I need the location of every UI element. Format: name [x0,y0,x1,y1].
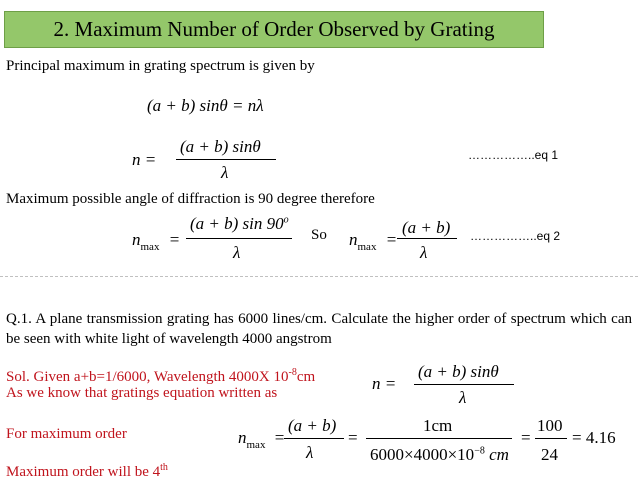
eq4-equals-1: = [274,428,285,447]
section-divider [0,276,638,277]
eqmax-num-sup: o [283,214,289,226]
eqmax-fraction-bar [186,238,292,239]
eq2-fraction-bar [397,238,457,239]
eq3-denominator: λ [459,388,467,407]
eq4-f3-bar [535,438,567,439]
eq4-f1-denominator: λ [306,443,314,462]
eqmax-subscript: max [140,241,160,253]
eq4-f3-numerator: 100 [537,416,563,435]
eq4-result: = 4.16 [572,428,616,447]
sol-line1-end: cm [296,369,316,385]
eq4-f3-denominator: 24 [541,445,558,464]
eq4-lhs [238,428,285,451]
eq2-equals: = [386,230,397,249]
sol-line1-sup: -8 [288,367,297,378]
eq1-lhs: n = [132,150,157,169]
eqmax-denominator: λ [233,243,241,262]
eq2-n: n [349,230,358,249]
eq3-lhs: n = [372,374,397,393]
eqmax-lhs [132,230,180,253]
eq2-tag: ……………..eq 2 [470,229,561,243]
eq3-numerator: (a + b) sinθ [418,362,499,381]
question-text: Q.1. A plane transmission grating has 6000 lines/cm. Calculate the higher order of spectrum which can be seen with white light of wavelength 4000 angstrom [6,311,632,347]
solution-line-3: For maximum order [6,426,127,442]
eqmax-num-text: (a + b) sin 90 [190,214,284,233]
sol-line4-sup: th [160,462,168,473]
eq1-fraction-bar [176,159,276,160]
eq2-denominator: λ [420,243,428,262]
eq4-f1-bar [284,438,344,439]
eq1-denominator: λ [221,163,229,182]
eq4-f1-numerator: (a + b) [288,416,337,435]
eq4-equals-2: = [348,428,358,447]
eq4-f2-bar [366,438,512,439]
eq4-f2-den-sup: −8 [474,445,485,457]
eqmax-n: n [132,230,141,249]
solution-line-4 [6,462,168,481]
eq4-f2-denominator [370,445,509,465]
grating-equation: (a + b) sinθ = nλ [147,96,264,115]
eq4-equals-3: = [521,428,531,447]
title-banner [4,11,544,48]
eq1-tag: ……………..eq 1 [468,148,559,162]
sol-line1-main: Sol. Given a+b=1/6000, Wavelength 4000X 10 [6,369,289,385]
sol-line4-main: Maximum order will be 4 [6,464,161,480]
so-label: So [311,227,327,243]
eq1-numerator: (a + b) sinθ [180,137,261,156]
eq4-f2-den-main: 6000×4000×10 [370,445,475,464]
eq2-numerator: (a + b) [402,218,451,237]
intro-text: Principal maximum in grating spectrum is given by [6,58,315,74]
eq2-subscript: max [357,241,377,253]
eq3-fraction-bar [414,384,514,385]
eq4-n: n [238,428,247,447]
page-title: 2. Maximum Number of Order Observed by Grating [53,17,495,41]
solution-line-2: As we know that gratings equation written as [6,385,278,401]
eqmax-equals: = [169,230,180,249]
eq4-f2-numerator: 1cm [423,416,453,435]
solution-line-1 [6,367,315,386]
eq4-subscript: max [246,439,266,451]
eq2-lhs [349,230,397,253]
eq4-f2-den-unit: cm [484,445,509,464]
eqmax-numerator [190,214,289,234]
max-angle-text: Maximum possible angle of diffraction is 90 degree therefore [6,191,375,207]
